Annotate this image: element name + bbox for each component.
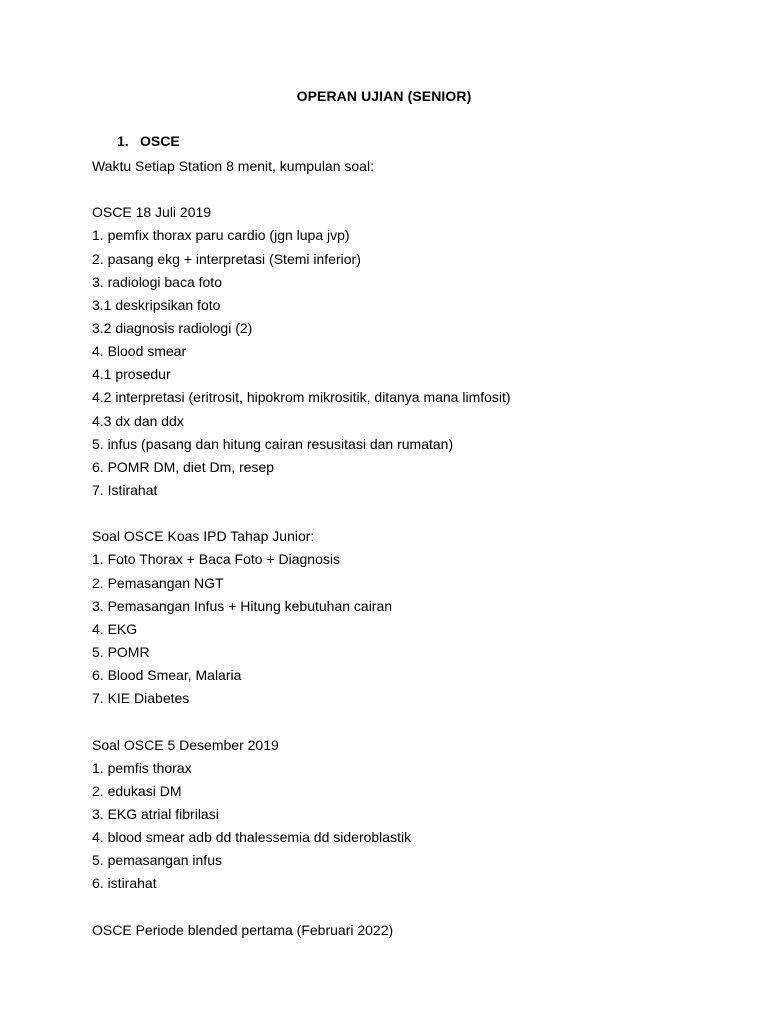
- list-item: 5. infus (pasang dan hitung cairan resusitasi dan rumatan): [92, 435, 454, 452]
- list-item: 2. pasang ekg + interpretasi (Stemi inferior): [92, 250, 361, 267]
- document-title: OPERAN UJIAN (SENIOR): [296, 88, 472, 104]
- list-item: 3. radiologi baca foto: [92, 273, 222, 290]
- osce-block-4: [92, 919, 712, 942]
- list-item: 4. EKG: [92, 620, 138, 637]
- section-heading: [117, 131, 180, 151]
- list-item: 1. pemfix thorax paru cardio (jgn lupa jvp): [92, 227, 350, 244]
- list-item: 5. pemasangan infus: [92, 852, 222, 869]
- list-item: 3.2 diagnosis radiologi (2): [92, 319, 253, 336]
- list-item: 3. Pemasangan Infus + Hitung kebutuhan cairan: [92, 597, 393, 614]
- list-item: 7. Istirahat: [92, 481, 158, 498]
- osce-block-2: [92, 525, 712, 710]
- list-item: 3. EKG atrial fibrilasi: [92, 805, 219, 822]
- osce-block-1: [92, 201, 712, 502]
- list-item: 4.2 interpretasi (eritrosit, hipokrom mikrositik, ditanya mana limfosit): [92, 389, 511, 406]
- list-item: 7. KIE Diabetes: [92, 690, 190, 707]
- document-body: [92, 155, 712, 942]
- section-number: 1.: [117, 133, 129, 149]
- list-item: 2. edukasi DM: [92, 782, 182, 799]
- spacer: [92, 710, 712, 733]
- block-heading: OSCE Periode blended pertama (Februari 2022): [92, 921, 394, 938]
- list-item: 4. Blood smear: [92, 343, 187, 360]
- list-item: 2. Pemasangan NGT: [92, 574, 224, 591]
- list-item: 6. Blood Smear, Malaria: [92, 667, 242, 684]
- block-heading: Soal OSCE 5 Desember 2019: [92, 736, 279, 753]
- list-item: 3.1 deskripsikan foto: [92, 296, 221, 313]
- list-item: 4. blood smear adb dd thalessemia dd sideroblastik: [92, 829, 412, 846]
- spacer: [92, 178, 712, 201]
- list-item: 6. istirahat: [92, 875, 157, 892]
- intro-text: Waktu Setiap Station 8 menit, kumpulan soal:: [92, 158, 374, 174]
- spacer: [92, 896, 712, 919]
- list-item: 1. Foto Thorax + Baca Foto + Diagnosis: [92, 551, 340, 568]
- spacer: [92, 502, 712, 525]
- list-item: 4.1 prosedur: [92, 366, 171, 383]
- list-item: 6. POMR DM, diet Dm, resep: [92, 458, 275, 475]
- block-heading: OSCE 18 Juli 2019: [92, 204, 212, 221]
- list-item: 1. pemfis thorax: [92, 759, 192, 776]
- list-item: 4.3 dx dan ddx: [92, 412, 184, 429]
- list-item: 5. POMR: [92, 643, 150, 660]
- section-label: OSCE: [140, 133, 180, 149]
- block-heading: Soal OSCE Koas IPD Tahap Junior:: [92, 528, 315, 545]
- osce-block-3: [92, 734, 712, 896]
